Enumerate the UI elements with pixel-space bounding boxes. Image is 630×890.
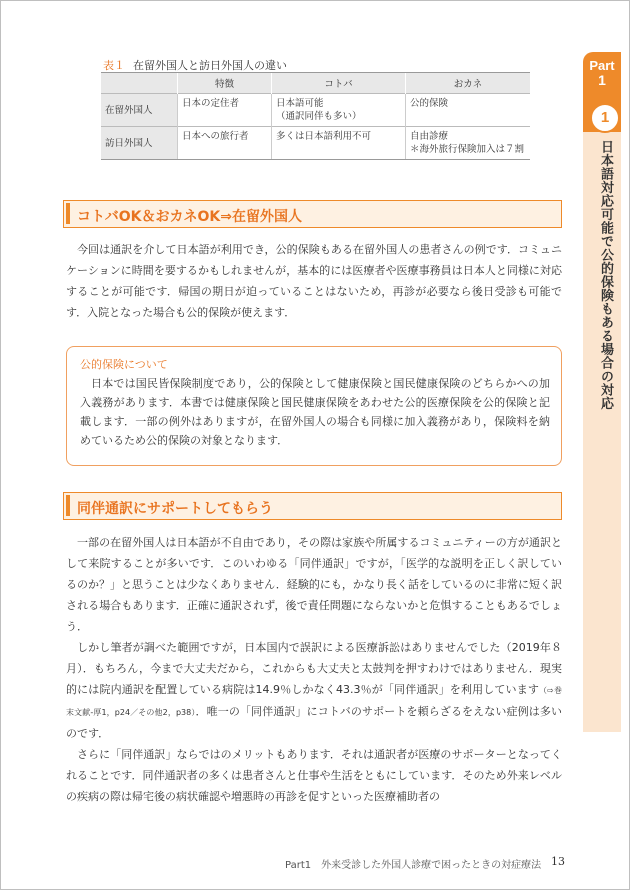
cell-language xyxy=(272,94,406,127)
reference-note: （⇨巻末文献-厚1，p24／その他2，p38） xyxy=(66,686,563,717)
comparison-table xyxy=(101,72,530,160)
cell-language-line1: 日本語可能 xyxy=(276,98,324,109)
paragraph: 一部の在留外国人は日本語が不自由であり，その際は家族や所属するコミュニティーの方が通訳として来院することが多いです．このいわゆる「同伴通訳」ですが，「医学的な説明を正しく訳しているのか？」と思うことは少なくありません．経験的にも，かなり長く話をしているのに非常に短く訳される場合もあります．正確に通訳されず，後で責任問題にならないかと危惧することもあるでしょう． xyxy=(66,536,562,633)
cell-language-line2: （通訳同伴も多い） xyxy=(276,111,362,122)
table-header-money: おカネ xyxy=(406,73,531,94)
paragraph-text: ．唯一の「同伴通訳」にコトバのサポートを頼らざるをえない症例は多いのです． xyxy=(66,705,562,740)
cell-feature: 日本の定住者 xyxy=(178,94,272,127)
table-row xyxy=(101,94,530,127)
table-header-language: コトバ xyxy=(272,73,406,94)
cell-money xyxy=(406,94,531,127)
public-insurance-note-box xyxy=(66,346,562,466)
cell-language xyxy=(272,127,406,160)
row-label: 訪日外国人 xyxy=(101,127,178,160)
cell-money-line2: ＊海外旅行保険加入は７割 xyxy=(410,144,525,155)
cell-money xyxy=(406,127,531,160)
chapter-number-badge: 1 xyxy=(590,103,620,133)
section1-body xyxy=(66,239,562,323)
paragraph xyxy=(66,637,562,744)
cell-language-line1: 多くは日本語利用不可 xyxy=(276,131,372,142)
note-body xyxy=(80,374,550,450)
section-heading-accent xyxy=(66,495,70,516)
paragraph: さらに「同伴通訳」ならではのメリットもあります．それは通訳者が医療のサポーターとなってくれることです．同伴通訳者の多くは患者さんと仕事や生活をともにしています．そのため外来レベルの疾病の際は帰宅後の病状確認や増悪時の再診を促すといった医療補助者の xyxy=(66,748,562,803)
section-title: 同伴通訳にサポートしてもらう xyxy=(77,501,273,517)
table-header-empty xyxy=(101,73,178,94)
section-heading-1 xyxy=(63,200,562,228)
table-caption-text: 在留外国人と訪日外国人の違い xyxy=(133,59,287,72)
paragraph: 今回は通訳を介して日本語が利用でき，公的保険もある在留外国人の患者さんの例です．コミュニケーションに時間を要するかもしれませんが，基本的には医療者や医療事務員は日本人と同様に対応することが可能です．帰国の期日が迫っていることはないため，再診が必要なら後日受診も可能です．入院となった場合も公的保険が使えます． xyxy=(66,243,562,319)
paragraph-text: しかし筆者が調べた範囲ですが，日本国内で誤訳による医療訴訟はありませんでした（2019年８月）．もちろん，今まで大丈夫だから，これからも大丈夫と太鼓判を押すわけではありません．現実的には院内通訳を配置している病院は14.9％しかなく43.3％が「同伴通訳」を利用しています xyxy=(66,641,562,696)
part-number: 1 xyxy=(598,72,606,88)
cell-money-line1: 公的保険 xyxy=(410,98,449,109)
part-label: Part xyxy=(589,58,615,73)
cell-feature: 日本への旅行者 xyxy=(178,127,272,160)
table-caption-number: 表１ xyxy=(103,59,125,72)
section-heading-2 xyxy=(63,492,562,520)
section2-body xyxy=(66,532,562,807)
table-caption xyxy=(103,57,287,73)
section-title: コトバOK＆おカネOK⇒在留外国人 xyxy=(77,209,302,225)
cell-money-line1: 自由診療 xyxy=(410,131,449,142)
row-label: 在留外国人 xyxy=(101,94,178,127)
table-header-row xyxy=(101,73,530,94)
section-heading-accent xyxy=(66,203,70,224)
note-title: 公的保険について xyxy=(80,358,168,371)
table-row xyxy=(101,127,530,160)
table-header-feature: 特徴 xyxy=(178,73,272,94)
paragraph: 日本では国民皆保険制度であり，公的保険として健康保険と国民健康保険のどちらかへの加入義務があります．本書では健康保険と国民健康保険をあわせた公的医療保険を公的保険と記載します．一部の例外はありますが，在留外国人の場合も同様に加入義務があり，保険料を納めているため公的保険の対象となります． xyxy=(80,377,550,447)
running-footer: Part1 外来受診した外国人診療で困ったときの対症療法 xyxy=(285,860,542,871)
page-number: 13 xyxy=(551,855,565,868)
chapter-title-vertical: 日本語対応可能で公的保険もある場合の対応 xyxy=(598,140,613,410)
